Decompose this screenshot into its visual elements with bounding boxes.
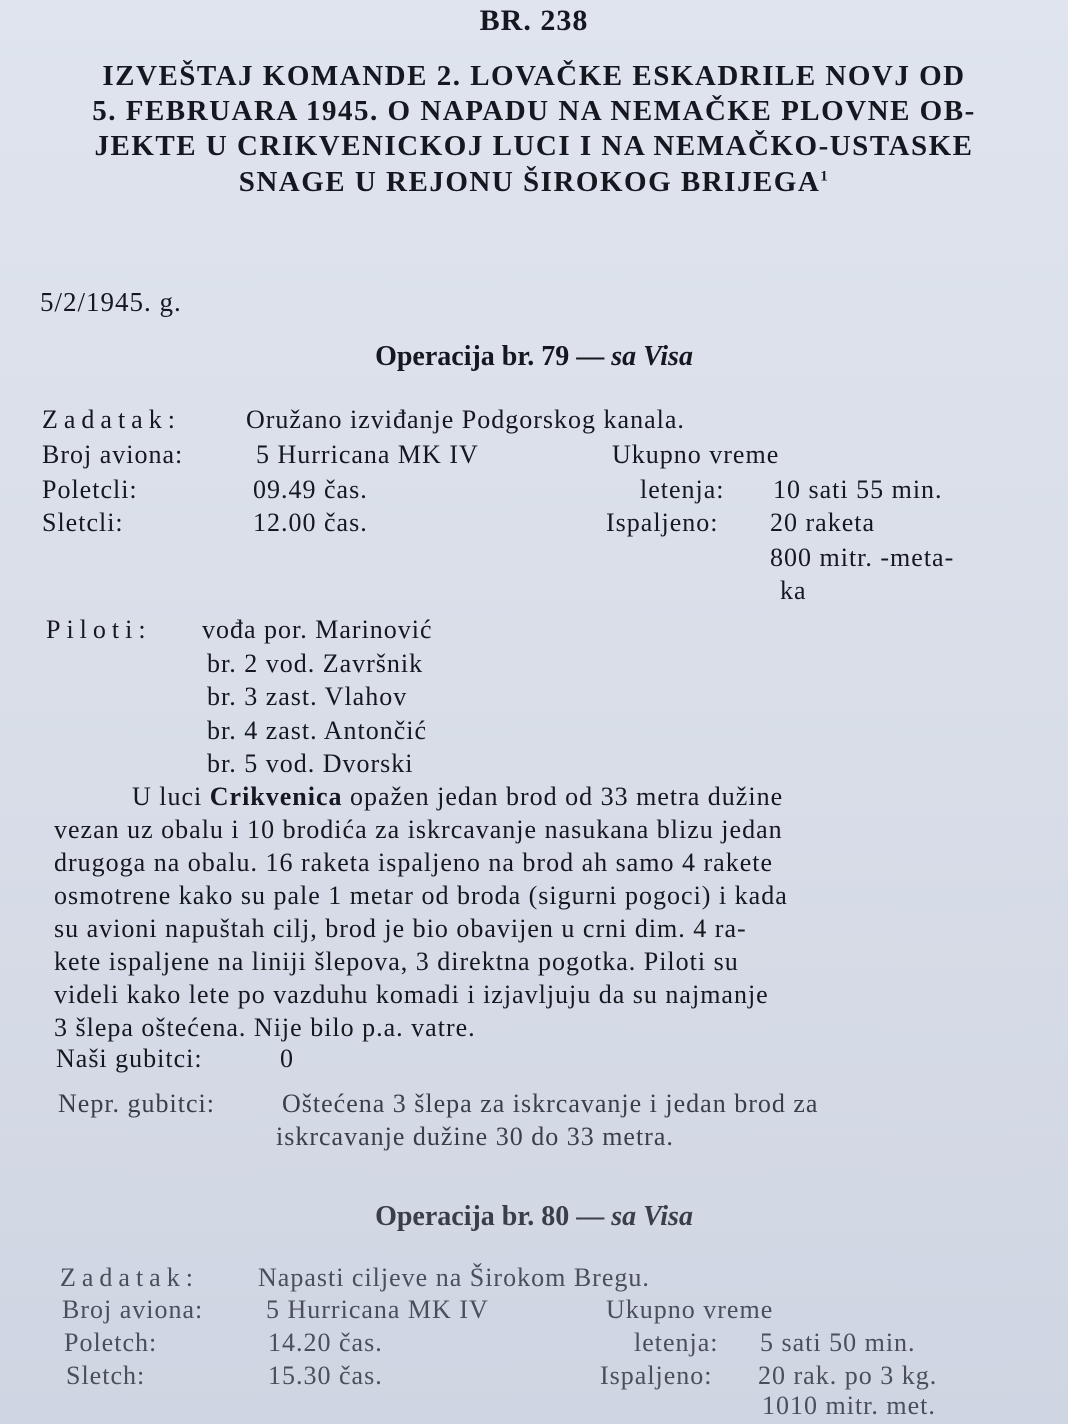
op79-aircraft-label: Broj aviona: <box>42 440 184 469</box>
document-number: BR. 238 <box>479 4 589 37</box>
op80-fired-value-2: 1010 mitr. met. <box>762 1391 936 1420</box>
op80-task-value: Napasti ciljeve na Širokom Bregu. <box>258 1263 650 1292</box>
document-title-line-3: JEKTE U CRIKVENICKOJ LUCI I NA NEMAČKO-USTASKE <box>94 130 974 162</box>
document-title-line-1: IZVEŠTAJ KOMANDE 2. LOVAČKE ESKADRILE NOVJ OD <box>102 60 966 92</box>
op79-fired-line-1: 20 raketa <box>770 508 876 537</box>
op79-report-line-5: su avioni napuštah cilj, brod je bio obavijen u crni dim. 4 ra- <box>54 914 747 943</box>
op80-total-time-label-1: Ukupno vreme <box>606 1295 774 1324</box>
op79-enemy-losses-label: Nepr. gubitci: <box>58 1089 215 1118</box>
op79-pilot-4: br. 4 zast. Antončić <box>207 716 428 745</box>
operation-80-title-text: Operacija br. 80 — <box>375 1201 605 1232</box>
document-title-line-4 <box>0 166 1068 199</box>
op79-our-losses-value: 0 <box>280 1044 294 1073</box>
op79-total-time-value: 10 sati 55 min. <box>773 475 943 504</box>
op80-landing-label: Sletch: <box>66 1361 146 1390</box>
op79-report-line-1-rest: opažen jedan brod od 33 metra dužine <box>342 782 784 811</box>
op79-fired-label: Ispaljeno: <box>606 508 719 537</box>
document-date: 5/2/1945. g. <box>40 287 182 317</box>
op79-report-line-7: videli kako lete po vazduhu komadi i izjavljuju da su najmanje <box>54 980 769 1009</box>
op79-takeoff-label: Poletcli: <box>42 475 138 504</box>
operation-80-origin: sa Visa <box>611 1201 693 1232</box>
op79-takeoff-value: 09.49 čas. <box>253 475 368 504</box>
op79-report-place: Crikvenica <box>209 782 343 811</box>
op79-total-time-label-2: letenja: <box>640 475 725 504</box>
op80-takeoff-label: Poletch: <box>64 1328 158 1357</box>
operation-79-origin: sa Visa <box>611 341 693 372</box>
op80-total-time-value: 5 sati 50 min. <box>760 1328 916 1357</box>
op79-aircraft-value: 5 Hurricana MK IV <box>256 440 479 469</box>
op79-pilot-5: br. 5 vod. Dvorski <box>207 749 414 778</box>
op79-report-line-8: 3 šlepa oštećena. Nije bilo p.a. vatre. <box>54 1013 476 1042</box>
op79-task-value: Oružano izviđanje Podgorskog kanala. <box>246 405 685 434</box>
operation-80-title <box>0 1201 1068 1233</box>
op79-pilot-3: br. 3 zast. Vlahov <box>207 682 408 711</box>
op79-pilots-label: Piloti: <box>46 615 152 644</box>
op80-fired-label: Ispaljeno: <box>600 1361 713 1390</box>
op79-fired-line-3: ka <box>780 576 807 605</box>
op79-report-line-1 <box>132 782 783 812</box>
op79-pilot-2: br. 2 vod. Završnik <box>207 649 424 678</box>
op80-task-label: Zadatak: <box>60 1263 199 1292</box>
document-title-line-2: 5. FEBRUARA 1945. O NAPADU NA NEMAČKE PLOVNE OB- <box>92 95 976 127</box>
op79-landing-label: Sletcli: <box>42 508 124 537</box>
op79-landing-value: 12.00 čas. <box>253 508 368 537</box>
document-title-line-4-text: SNAGE U REJONU ŠIROKOG BRIJEGA <box>238 166 821 198</box>
op80-aircraft-value: 5 Hurricana MK IV <box>266 1295 489 1324</box>
op80-takeoff-value: 14.20 čas. <box>268 1328 383 1357</box>
op79-report-line-6: kete ispaljene na liniji šlepova, 3 direktna pogotka. Piloti su <box>54 947 739 976</box>
op79-enemy-losses-line-2: iskrcavanje dužine 30 do 33 metra. <box>276 1122 674 1151</box>
operation-79-title <box>0 341 1068 373</box>
op79-enemy-losses-line-1: Oštećena 3 šlepa za iskrcavanje i jedan brod za <box>282 1089 819 1118</box>
op79-pilot-1: vođa por. Marinović <box>202 615 433 644</box>
op80-landing-value: 15.30 čas. <box>268 1361 383 1390</box>
op80-fired-value-1: 20 rak. po 3 kg. <box>758 1361 938 1390</box>
op79-our-losses-label: Naši gubitci: <box>56 1044 203 1073</box>
op79-report-line-3: drugoga na obalu. 16 raketa ispaljeno na brod ah samo 4 rakete <box>54 848 773 877</box>
op79-report-line-4: osmotrene kako su pale 1 metar od broda (sigurni pogoci) i kada <box>54 881 788 910</box>
op79-total-time-label-1: Ukupno vreme <box>612 440 780 469</box>
op80-total-time-label-2: letenja: <box>634 1328 719 1357</box>
operation-79-title-text: Operacija br. 79 — <box>375 341 605 372</box>
op79-report-line-2: vezan uz obalu i 10 brodića za iskrcavanje nasukana blizu jedan <box>54 815 783 844</box>
footnote-marker: 1 <box>820 168 830 185</box>
op79-task-label: Zadatak: <box>42 405 181 434</box>
op79-report-lead: U luci <box>132 782 210 811</box>
op79-fired-line-2: 800 mitr. -meta- <box>770 543 955 572</box>
op80-aircraft-label: Broj aviona: <box>62 1295 204 1324</box>
